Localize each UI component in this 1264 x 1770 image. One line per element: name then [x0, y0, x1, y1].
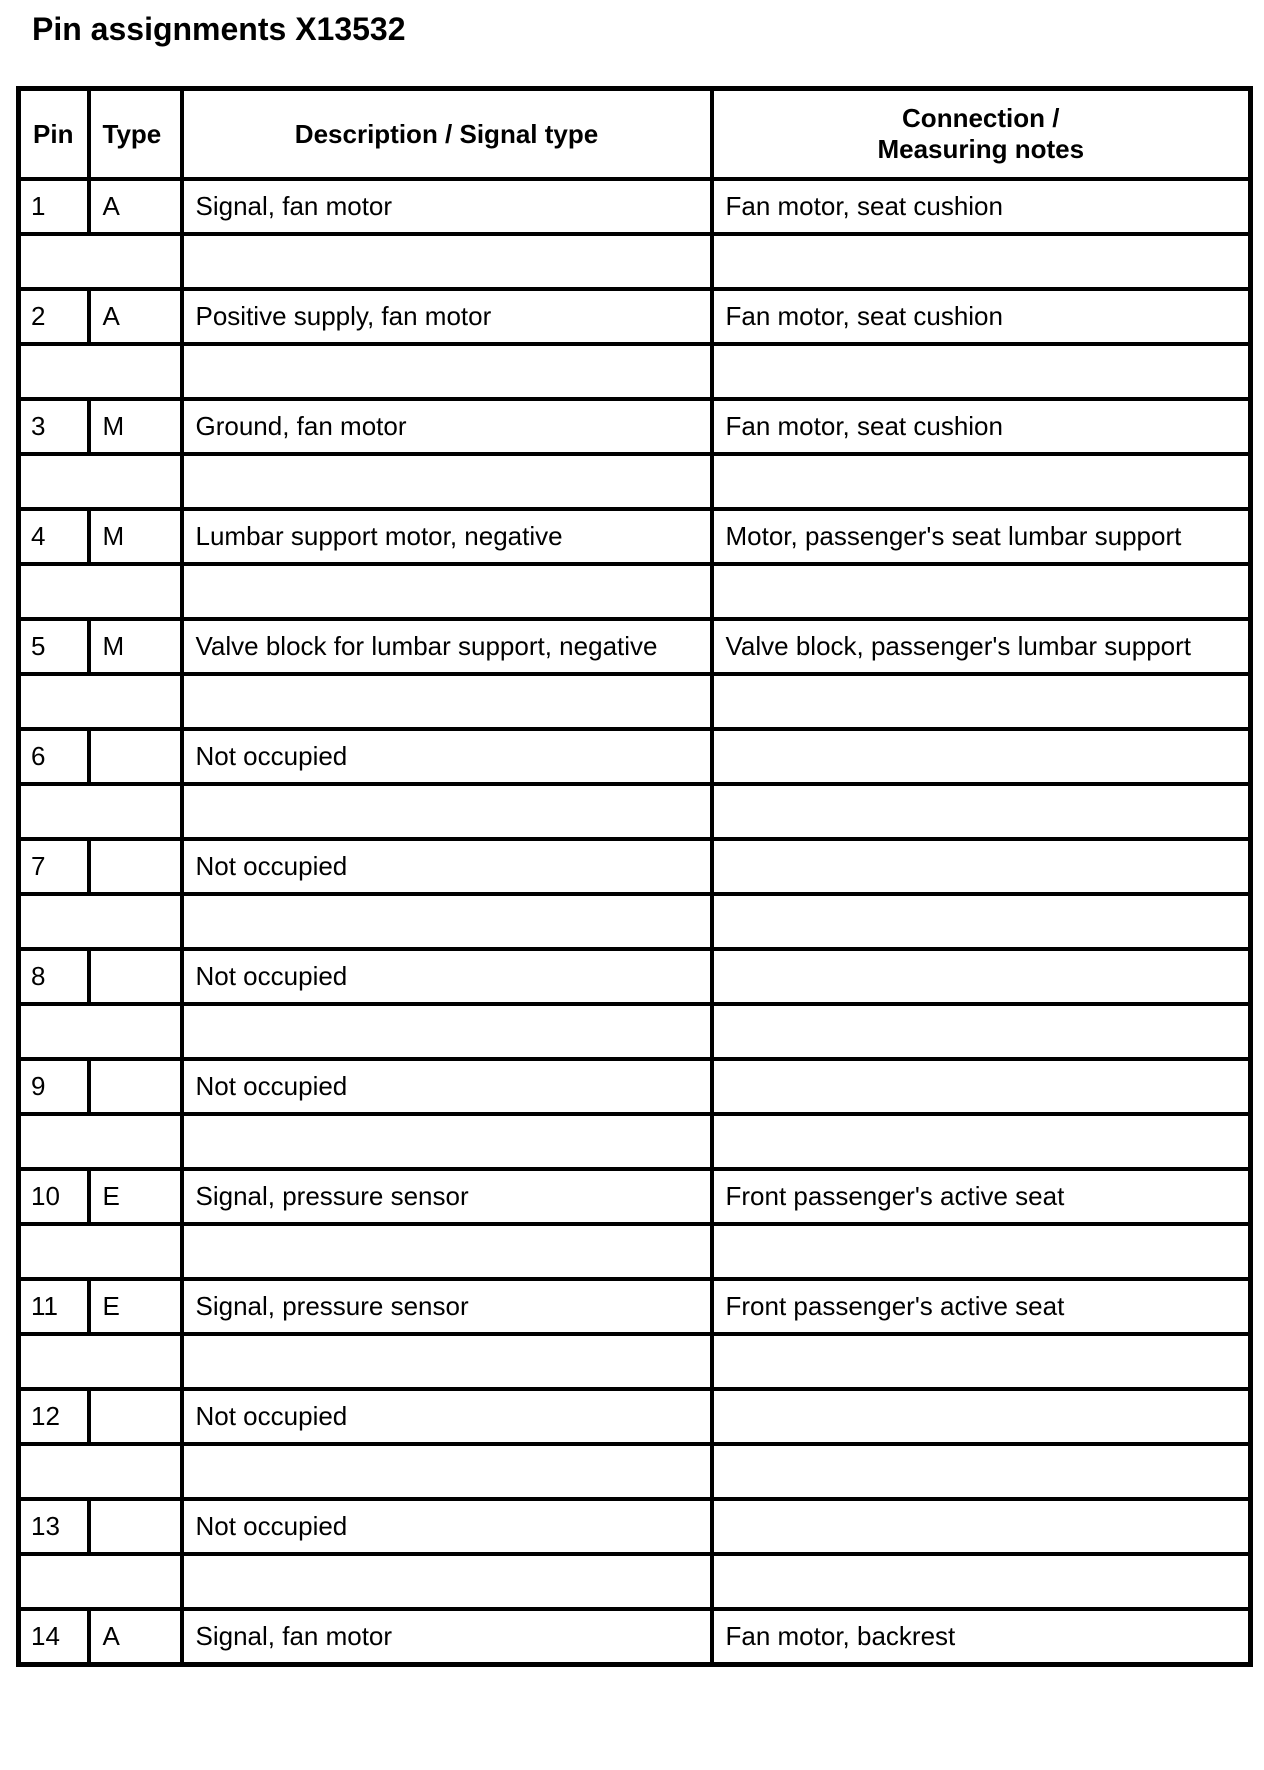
description-cell: Not occupied [182, 949, 712, 1004]
spacer-cell [712, 1334, 1251, 1389]
header-connection-line2: Measuring notes [877, 134, 1085, 164]
spacer-row [19, 234, 1251, 289]
pin-cell: 8 [19, 949, 89, 1004]
type-cell [89, 839, 182, 894]
type-cell: E [89, 1169, 182, 1224]
table-row [19, 1389, 1251, 1444]
type-cell [89, 949, 182, 1004]
spacer-cell [712, 1114, 1251, 1169]
table-row [19, 179, 1251, 234]
connection-cell: Fan motor, seat cushion [712, 179, 1251, 234]
spacer-cell [182, 234, 712, 289]
spacer-cell [182, 784, 712, 839]
pin-cell: 4 [19, 509, 89, 564]
description-cell: Lumbar support motor, negative [182, 509, 712, 564]
spacer-row [19, 1004, 1251, 1059]
spacer-cell [712, 894, 1251, 949]
header-connection [712, 89, 1251, 180]
pin-cell: 10 [19, 1169, 89, 1224]
description-cell: Not occupied [182, 729, 712, 784]
spacer-cell [182, 1224, 712, 1279]
spacer-cell [712, 674, 1251, 729]
pin-cell: 14 [19, 1609, 89, 1665]
type-cell: A [89, 179, 182, 234]
description-cell: Ground, fan motor [182, 399, 712, 454]
spacer-cell [182, 344, 712, 399]
table-row [19, 619, 1251, 674]
connection-cell: Fan motor, seat cushion [712, 289, 1251, 344]
spacer-cell [19, 1444, 182, 1499]
spacer-cell [19, 1114, 182, 1169]
spacer-row [19, 1114, 1251, 1169]
description-cell: Signal, fan motor [182, 1609, 712, 1665]
spacer-cell [19, 1334, 182, 1389]
spacer-cell [182, 674, 712, 729]
type-cell [89, 1059, 182, 1114]
spacer-row [19, 674, 1251, 729]
type-cell: M [89, 399, 182, 454]
description-cell: Not occupied [182, 1499, 712, 1554]
pin-cell: 5 [19, 619, 89, 674]
connection-cell: Front passenger's active seat [712, 1279, 1251, 1334]
description-cell: Valve block for lumbar support, negative [182, 619, 712, 674]
table-row [19, 399, 1251, 454]
pin-cell: 11 [19, 1279, 89, 1334]
description-cell: Signal, pressure sensor [182, 1279, 712, 1334]
pin-cell: 13 [19, 1499, 89, 1554]
spacer-cell [182, 1114, 712, 1169]
spacer-cell [19, 454, 182, 509]
type-cell: M [89, 619, 182, 674]
page-title: Pin assignments X13532 [32, 11, 406, 47]
spacer-cell [19, 1554, 182, 1609]
spacer-cell [712, 454, 1251, 509]
connection-cell [712, 839, 1251, 894]
spacer-cell [19, 784, 182, 839]
pin-cell: 9 [19, 1059, 89, 1114]
spacer-cell [712, 344, 1251, 399]
spacer-cell [19, 564, 182, 619]
pin-cell: 12 [19, 1389, 89, 1444]
header-type: Type [89, 89, 182, 180]
table-row [19, 289, 1251, 344]
table-row [19, 1169, 1251, 1224]
connection-cell [712, 1059, 1251, 1114]
type-cell [89, 729, 182, 784]
spacer-cell [712, 1224, 1251, 1279]
type-cell: A [89, 1609, 182, 1665]
spacer-cell [182, 564, 712, 619]
connection-cell: Fan motor, seat cushion [712, 399, 1251, 454]
table-row [19, 1499, 1251, 1554]
description-cell: Not occupied [182, 1059, 712, 1114]
spacer-cell [182, 1004, 712, 1059]
spacer-cell [182, 1444, 712, 1499]
spacer-row [19, 344, 1251, 399]
table-body [19, 179, 1251, 1665]
table-row [19, 1279, 1251, 1334]
spacer-cell [19, 234, 182, 289]
table-row [19, 1609, 1251, 1665]
connection-cell [712, 729, 1251, 784]
spacer-cell [182, 1554, 712, 1609]
spacer-row [19, 894, 1251, 949]
connection-cell: Fan motor, backrest [712, 1609, 1251, 1665]
description-cell: Signal, fan motor [182, 179, 712, 234]
spacer-row [19, 1224, 1251, 1279]
connection-cell [712, 1499, 1251, 1554]
description-cell: Signal, pressure sensor [182, 1169, 712, 1224]
table-row [19, 949, 1251, 1004]
description-cell: Not occupied [182, 839, 712, 894]
spacer-cell [19, 674, 182, 729]
table-row [19, 509, 1251, 564]
spacer-row [19, 784, 1251, 839]
connection-cell: Front passenger's active seat [712, 1169, 1251, 1224]
header-description: Description / Signal type [182, 89, 712, 180]
type-cell: M [89, 509, 182, 564]
spacer-cell [712, 1444, 1251, 1499]
type-cell [89, 1389, 182, 1444]
spacer-cell [712, 1004, 1251, 1059]
spacer-row [19, 1554, 1251, 1609]
type-cell [89, 1499, 182, 1554]
spacer-cell [19, 894, 182, 949]
header-connection-line1: Connection / [902, 103, 1060, 133]
description-cell: Not occupied [182, 1389, 712, 1444]
spacer-row [19, 1334, 1251, 1389]
table-row [19, 1059, 1251, 1114]
pin-cell: 6 [19, 729, 89, 784]
spacer-cell [712, 234, 1251, 289]
description-cell: Positive supply, fan motor [182, 289, 712, 344]
spacer-cell [182, 454, 712, 509]
table-header-row [19, 89, 1251, 180]
type-cell: E [89, 1279, 182, 1334]
connection-cell: Motor, passenger's seat lumbar support [712, 509, 1251, 564]
spacer-row [19, 564, 1251, 619]
spacer-row [19, 1444, 1251, 1499]
spacer-cell [19, 1224, 182, 1279]
spacer-cell [182, 1334, 712, 1389]
pin-cell: 1 [19, 179, 89, 234]
connection-cell [712, 1389, 1251, 1444]
spacer-cell [712, 1554, 1251, 1609]
connection-cell [712, 949, 1251, 1004]
table-row [19, 729, 1251, 784]
spacer-cell [19, 1004, 182, 1059]
spacer-cell [712, 564, 1251, 619]
header-pin: Pin [19, 89, 89, 180]
pin-assignment-table [16, 86, 1253, 1667]
pin-cell: 3 [19, 399, 89, 454]
pin-cell: 7 [19, 839, 89, 894]
pin-cell: 2 [19, 289, 89, 344]
type-cell: A [89, 289, 182, 344]
spacer-cell [712, 784, 1251, 839]
spacer-cell [182, 894, 712, 949]
spacer-row [19, 454, 1251, 509]
spacer-cell [19, 344, 182, 399]
connection-cell: Valve block, passenger's lumbar support [712, 619, 1251, 674]
table-row [19, 839, 1251, 894]
